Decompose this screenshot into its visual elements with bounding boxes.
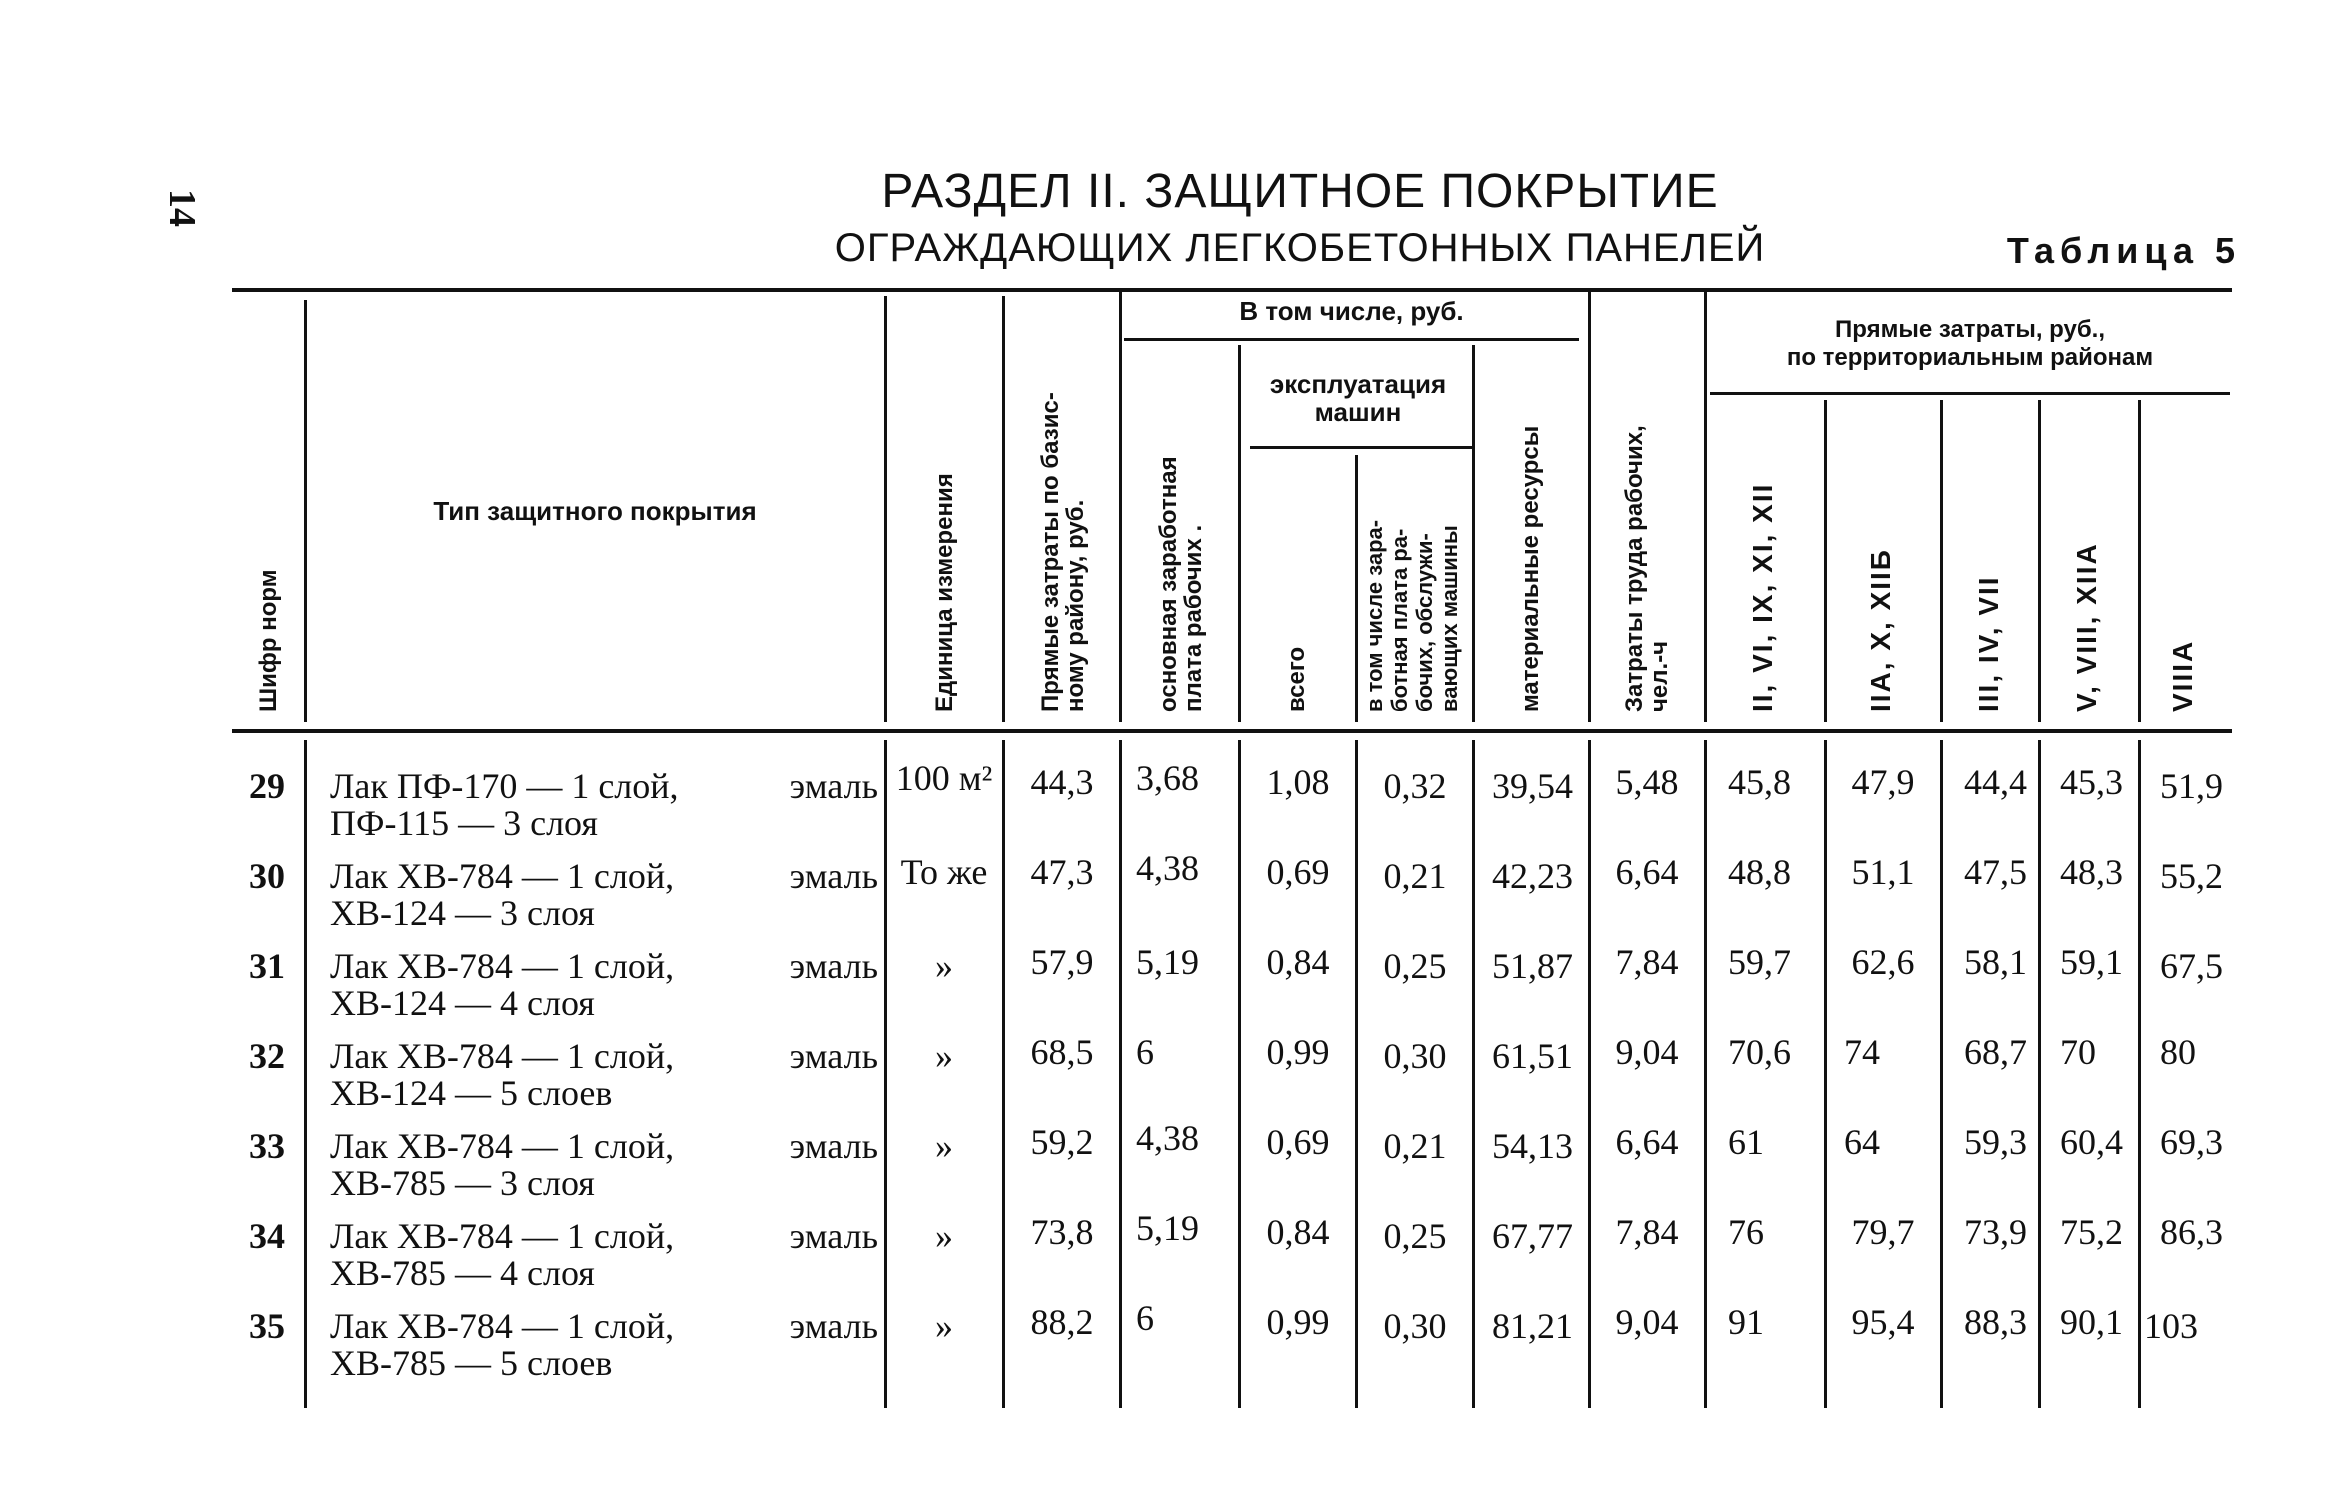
cell-mach-total: 0,99: [1266, 1032, 1330, 1072]
header-col-line: [884, 296, 887, 722]
body-col-line: [1472, 740, 1475, 1408]
header-regions-group: Прямые затраты, руб., по территориальным районам: [1786, 316, 2154, 371]
cell-mach-total: 0,99: [1266, 1302, 1330, 1342]
cell-r1: 45,8: [1728, 762, 1791, 802]
cell-code: 32: [249, 1036, 285, 1076]
cell-r5: 67,5: [2160, 946, 2223, 986]
cell-type: Лак ХВ-784 — 1 слой, эмаль ХВ-124 — 4 слоя: [330, 946, 878, 1023]
cell-materials: 67,77: [1492, 1216, 1573, 1256]
cell-code: 31: [249, 946, 285, 986]
cell-r2: 79,7: [1851, 1212, 1915, 1252]
cell-r3: 58,1: [1964, 942, 2027, 982]
cell-mach-total: 0,69: [1266, 1122, 1330, 1162]
header-col-line: [2038, 400, 2041, 722]
cell-code: 29: [249, 766, 285, 806]
cell-wages: 5,19: [1136, 942, 1199, 982]
header-region-5: VIIIA: [2167, 639, 2198, 712]
cell-r2: 47,9: [1851, 762, 1915, 802]
cell-direct: 73,8: [1030, 1212, 1094, 1252]
cell-r1: 61: [1728, 1122, 1764, 1162]
regions-group-rule: [1710, 392, 2230, 395]
cell-r5: 86,3: [2160, 1212, 2223, 1252]
cell-direct: 44,3: [1030, 762, 1094, 802]
cell-wages: 6: [1136, 1032, 1154, 1072]
cell-r4: 48,3: [2060, 852, 2123, 892]
cell-code: 33: [249, 1126, 285, 1166]
header-machine-group: эксплуатация машин: [1269, 369, 1447, 427]
cell-code: 30: [249, 856, 285, 896]
cell-r2: 51,1: [1851, 852, 1915, 892]
cell-r5: 51,9: [2160, 766, 2223, 806]
header-direct-base: Прямые затраты по базис- ному району, руб.: [1037, 392, 1089, 712]
cell-r1: 76: [1728, 1212, 1764, 1252]
cell-materials: 42,23: [1492, 856, 1573, 896]
header-col-line: [2138, 400, 2141, 722]
cell-r4: 70: [2060, 1032, 2096, 1072]
cell-labor: 6,64: [1615, 852, 1679, 892]
cell-r1: 70,6: [1728, 1032, 1791, 1072]
cell-r4: 75,2: [2060, 1212, 2123, 1252]
cell-unit: »: [935, 946, 953, 986]
cell-wages: 4,38: [1136, 1118, 1199, 1158]
header-col-line: [1119, 292, 1122, 722]
cell-type: Лак ПФ-170 — 1 слой, эмаль ПФ-115 — 3 слоя: [330, 766, 878, 843]
cell-r5: 55,2: [2160, 856, 2223, 896]
cell-materials: 39,54: [1492, 766, 1573, 806]
cell-labor: 7,84: [1615, 1212, 1679, 1252]
cell-type: Лак ХВ-784 — 1 слой, эмаль ХВ-124 — 3 слоя: [330, 856, 878, 933]
page-number: 14: [161, 189, 203, 227]
body-col-line: [1704, 740, 1707, 1408]
cell-code: 34: [249, 1216, 285, 1256]
section-title: РАЗДЕЛ II. ЗАЩИТНОЕ ПОКРЫТИЕ: [881, 165, 1719, 218]
cell-r3: 59,3: [1964, 1122, 2027, 1162]
cell-r1: 91: [1728, 1302, 1764, 1342]
header-code: Шифр норм: [255, 569, 282, 712]
machine-group-rule: [1250, 446, 1474, 449]
header-region-1: II, VI, IX, XI, XII: [1747, 482, 1778, 712]
header-region-4: V, VIII, XIIA: [2071, 542, 2102, 712]
header-labor: Затраты труда рабочих, чел.-ч: [1621, 425, 1673, 712]
cell-labor: 9,04: [1615, 1032, 1679, 1072]
cell-materials: 54,13: [1492, 1126, 1573, 1166]
cell-direct: 68,5: [1030, 1032, 1094, 1072]
header-machine-total: всего: [1283, 646, 1310, 712]
cell-unit: 100 м²: [895, 758, 993, 798]
body-col-line: [1119, 740, 1122, 1408]
header-type: Тип защитного покрытия: [433, 496, 757, 526]
header-col-line: [1002, 296, 1005, 722]
cell-r4: 45,3: [2060, 762, 2123, 802]
header-unit: Единица измерения: [931, 473, 958, 712]
header-col-line: [1704, 292, 1707, 722]
cell-r4: 59,1: [2060, 942, 2123, 982]
header-region-2: IIA, X, XIIБ: [1865, 548, 1896, 712]
cell-r4: 60,4: [2060, 1122, 2123, 1162]
body-col-line: [304, 740, 307, 1408]
header-incl-group: В том числе, руб.: [1239, 296, 1464, 326]
cell-type: Лак ХВ-784 — 1 слой, эмаль ХВ-785 — 4 слоя: [330, 1216, 878, 1293]
cell-r3: 68,7: [1964, 1032, 2027, 1072]
incl-group-rule: [1124, 338, 1579, 341]
cell-wages: 4,38: [1136, 848, 1199, 888]
cell-wages: 3,68: [1136, 758, 1199, 798]
header-col-line: [1472, 345, 1475, 722]
cell-labor: 7,84: [1615, 942, 1679, 982]
cell-code: 35: [249, 1306, 285, 1346]
header-machine-wages: в том числе зара- ботная плата ра- бочих, обслужи- вающих машины: [1362, 519, 1462, 712]
table-label: Таблица 5: [2006, 230, 2241, 271]
cell-mach-total: 0,69: [1266, 852, 1330, 892]
cell-direct: 57,9: [1030, 942, 1094, 982]
cell-type: Лак ХВ-784 — 1 слой, эмаль ХВ-785 — 5 слоев: [330, 1306, 878, 1383]
cell-r1: 59,7: [1728, 942, 1791, 982]
cell-r2: 74: [1844, 1032, 1880, 1072]
cell-type: Лак ХВ-784 — 1 слой, эмаль ХВ-124 — 5 слоев: [330, 1036, 878, 1113]
cell-unit: »: [935, 1036, 953, 1076]
cell-wages: 5,19: [1136, 1208, 1199, 1248]
header-col-line: [1824, 400, 1827, 722]
cell-mach-wages: 0,21: [1383, 856, 1447, 896]
cell-r3: 88,3: [1964, 1302, 2027, 1342]
cell-r2: 64: [1844, 1122, 1880, 1162]
cell-mach-total: 0,84: [1266, 1212, 1330, 1252]
cell-r3: 44,4: [1964, 762, 2027, 802]
header-col-line: [1940, 400, 1943, 722]
header-col-line: [1238, 345, 1241, 722]
cell-r5: 69,3: [2160, 1122, 2223, 1162]
cell-mach-wages: 0,21: [1383, 1126, 1447, 1166]
cell-r2: 95,4: [1851, 1302, 1915, 1342]
cell-labor: 6,64: [1615, 1122, 1679, 1162]
cell-mach-wages: 0,25: [1383, 1216, 1447, 1256]
cell-mach-wages: 0,32: [1383, 766, 1447, 806]
header-materials: материальные ресурсы: [1517, 425, 1544, 712]
header-col-line: [1588, 292, 1591, 722]
cell-materials: 81,21: [1492, 1306, 1573, 1346]
header-wages: основная заработная плата рабочих .: [1155, 456, 1207, 712]
cell-materials: 61,51: [1492, 1036, 1573, 1076]
cell-r3: 73,9: [1964, 1212, 2027, 1252]
cell-mach-wages: 0,30: [1383, 1306, 1447, 1346]
cell-mach-total: 0,84: [1266, 942, 1330, 982]
cell-r5: 80: [2160, 1032, 2196, 1072]
cell-labor: 5,48: [1615, 762, 1679, 802]
cell-unit: »: [935, 1126, 953, 1166]
body-col-line: [1940, 740, 1943, 1408]
cell-mach-wages: 0,25: [1383, 946, 1447, 986]
cell-mach-wages: 0,30: [1383, 1036, 1447, 1076]
cell-direct: 47,3: [1030, 852, 1094, 892]
cell-type: Лак ХВ-784 — 1 слой, эмаль ХВ-785 — 3 слоя: [330, 1126, 878, 1203]
cell-materials: 51,87: [1492, 946, 1573, 986]
cell-unit: »: [935, 1306, 953, 1346]
header-bottom-rule: [232, 729, 2232, 733]
cell-r4: 90,1: [2060, 1302, 2123, 1342]
cell-mach-total: 1,08: [1266, 762, 1330, 802]
section-subtitle: ОГРАЖДАЮЩИХ ЛЕГКОБЕТОННЫХ ПАНЕЛЕЙ: [834, 226, 1766, 270]
cell-direct: 88,2: [1030, 1302, 1094, 1342]
cell-r3: 47,5: [1964, 852, 2027, 892]
cell-unit: То же: [900, 852, 988, 892]
header-region-3: III, IV, VII: [1973, 575, 2004, 712]
header-col-line: [1355, 455, 1358, 722]
cell-r5: 103: [2144, 1306, 2198, 1346]
cell-wages: 6: [1136, 1298, 1154, 1338]
header-col-line: [304, 300, 307, 722]
body-col-line: [2038, 740, 2041, 1408]
cell-r1: 48,8: [1728, 852, 1791, 892]
cell-r2: 62,6: [1851, 942, 1915, 982]
cell-unit: »: [935, 1216, 953, 1256]
cell-labor: 9,04: [1615, 1302, 1679, 1342]
cell-direct: 59,2: [1030, 1122, 1094, 1162]
body-col-line: [2138, 740, 2141, 1408]
table-top-rule: [232, 288, 2232, 292]
